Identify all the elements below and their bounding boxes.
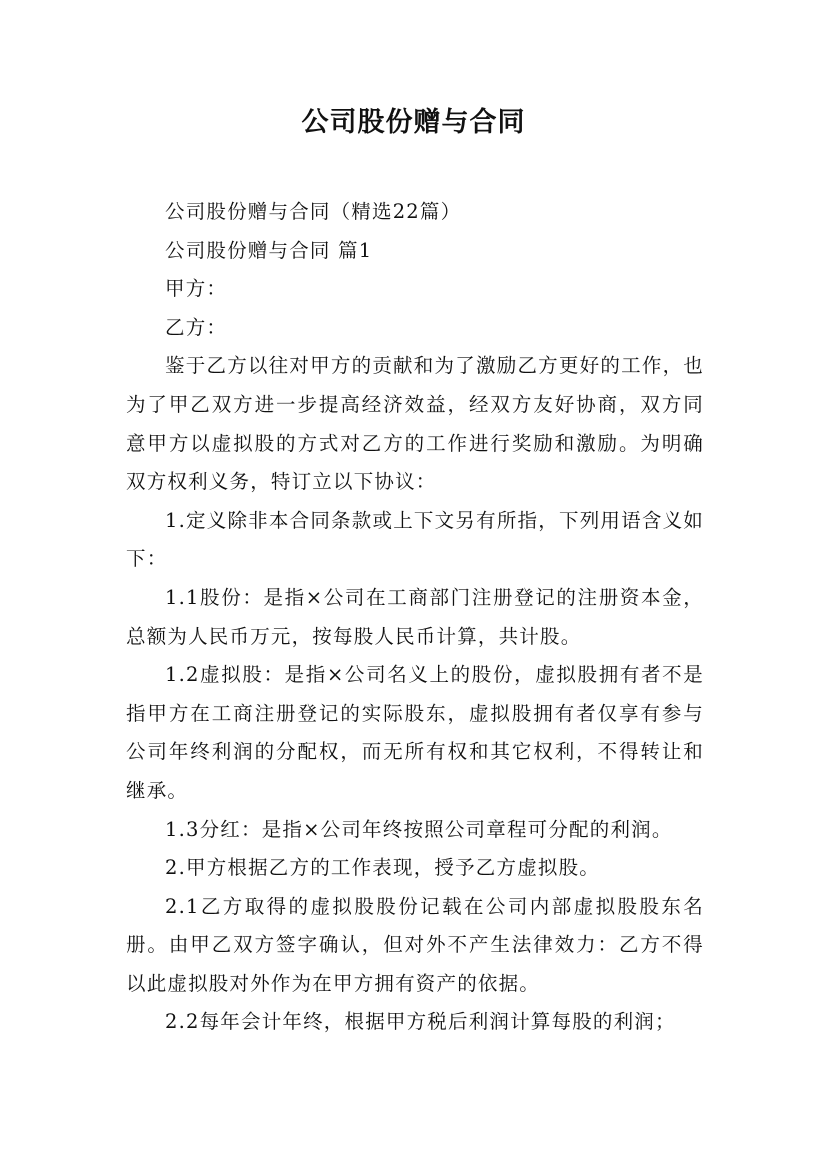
party-a-line: 甲方：: [165, 277, 228, 301]
document-body: [126, 193, 704, 1042]
subtitle-paragraph: 公司股份赠与合同（精选22篇）: [165, 200, 462, 223]
preamble-paragraph: 鉴于乙方以往对甲方的贡献和为了激励乙方更好的工作，也为了甲乙双方进一步提高经济效益，经双方友好协商，双方同意甲方以虚拟股的方式对乙方的工作进行奖励和激励。为明确双方权利义务，特订立以下协议：: [126, 354, 704, 494]
clause-1-2: 1.2虚拟股：是指×公司名义上的股份，虚拟股拥有者不是指甲方在工商注册登记的实际股东，虚拟股拥有者仅享有参与公司年终利润的分配权，而无所有权和其它权利，不得转让和继承。: [126, 663, 704, 802]
clause-1-3: 1.3分红：是指×公司年终按照公司章程可分配的利润。: [165, 817, 673, 841]
section-heading: 公司股份赠与合同 篇1: [165, 238, 373, 262]
clause-1-1: 1.1股份：是指×公司在工商部门注册登记的注册资本金，总额为人民币万元，按每股人民币计算，共计股。: [126, 585, 704, 648]
clause-2-2: 2.2每年会计年终，根据甲方税后利润计算每股的利润；: [165, 1010, 676, 1034]
clause-2: 2.甲方根据乙方的工作表现，授予乙方虚拟股。: [165, 856, 601, 880]
clause-2-1: 2.1乙方取得的虚拟股股份记载在公司内部虚拟股股东名册。由甲乙双方签字确认，但对外不产生法律效力：乙方不得以此虚拟股对外作为在甲方拥有资产的依据。: [126, 894, 704, 995]
party-b-line: 乙方：: [165, 315, 228, 339]
document-title: 公司股份赠与合同: [301, 107, 526, 138]
clause-1: 1.定义除非本合同条款或上下文另有所指，下列用语含义如下：: [126, 508, 704, 571]
